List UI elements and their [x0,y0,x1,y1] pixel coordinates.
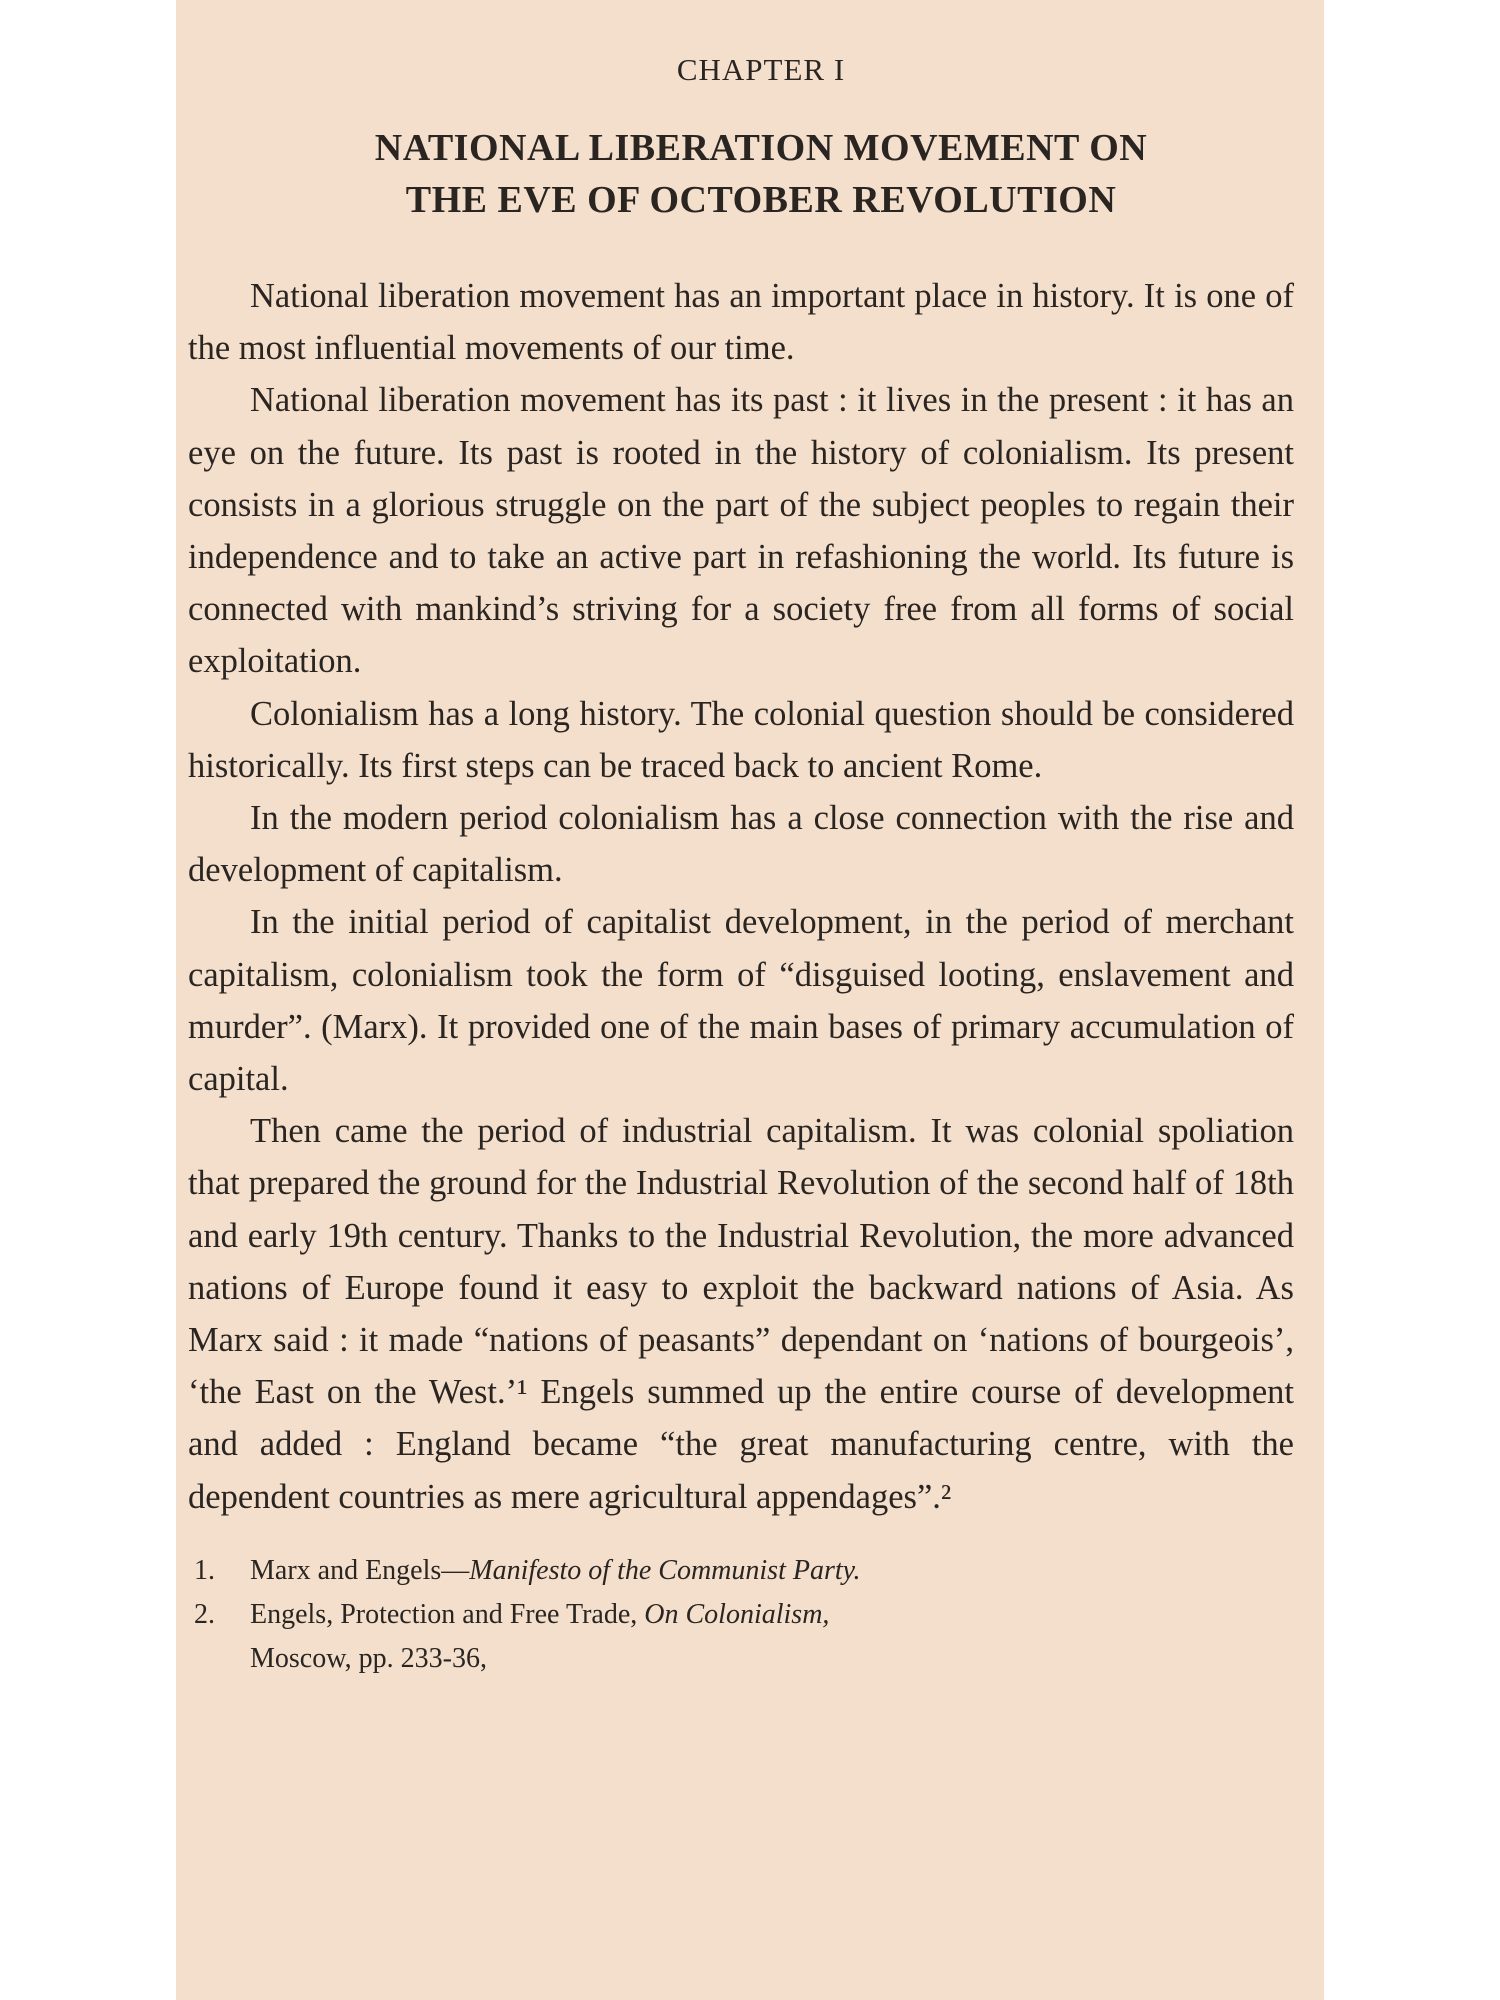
chapter-title-line-2: THE EVE OF OCTOBER REVOLUTION [405,179,1117,221]
paragraph-3: Colonialism has a long history. The colonial question should be considered historically. Its first steps can be traced back to ancient Rome. [188,694,1294,785]
footnote-number: 2. [194,1598,215,1630]
paragraph-6: Then came the period of industrial capitalism. It was colonial spoliation that prepared the ground for the Industrial Revolution of the second half of 18th and early 19th century. Thanks to the Industrial Revolution, the more advanced nations of Europe found it easy to exploit the backward nations of Asia. As Marx said : it made “nations of peasants” dependant on ‘nations of bourgeois’, ‘the East on the West.’¹ Engels summed up the entire course of development and added : England became “the great manufacturing centre, with the dependent countries as mere agricultural appendages”.² [188,1112,1294,1516]
footnotes [188,1549,1294,1681]
body-text [188,270,1294,1523]
footnote-text: Marx and Engels— [250,1554,470,1586]
paragraph-4: In the modern period colonialism has a close connection with the rise and development of capitalism. [188,799,1294,890]
footnote-2 [188,1593,1294,1637]
footnote-italic-title: On Colonialism, [644,1598,830,1630]
paragraph-1: National liberation movement has an important place in history. It is one of the most influential movements of our time. [188,277,1294,368]
paragraph-2: National liberation movement has its past : it lives in the present : it has an eye on the future. Its past is rooted in the history of colonialism. Its present consists in a glorious struggle on the part of the subject peoples to regain their independence and to take an active part in refashioning the world. Its future is connected with mankind’s striving for a society free from all forms of social exploitation. [188,381,1294,681]
footnote-italic-title: Manifesto of the Communist Party. [469,1554,861,1586]
book-page [176,0,1324,2000]
footnote-number: 1. [194,1554,215,1586]
chapter-title-line-1: NATIONAL LIBERATION MOVEMENT ON [374,127,1148,169]
footnote-2-continuation: Moscow, pp. 233-36, [250,1642,487,1674]
footnote-1 [188,1549,1294,1593]
paragraph-5: In the initial period of capitalist development, in the period of merchant capitalism, colonialism took the form of “disguised looting, enslavement and murder”. (Marx). It provided one of the main bases of primary accumulation of capital. [188,903,1294,1099]
chapter-title [188,122,1294,226]
footnote-text: Engels, Protection and Free Trade, [250,1598,645,1630]
chapter-heading: CHAPTER I [676,52,846,87]
